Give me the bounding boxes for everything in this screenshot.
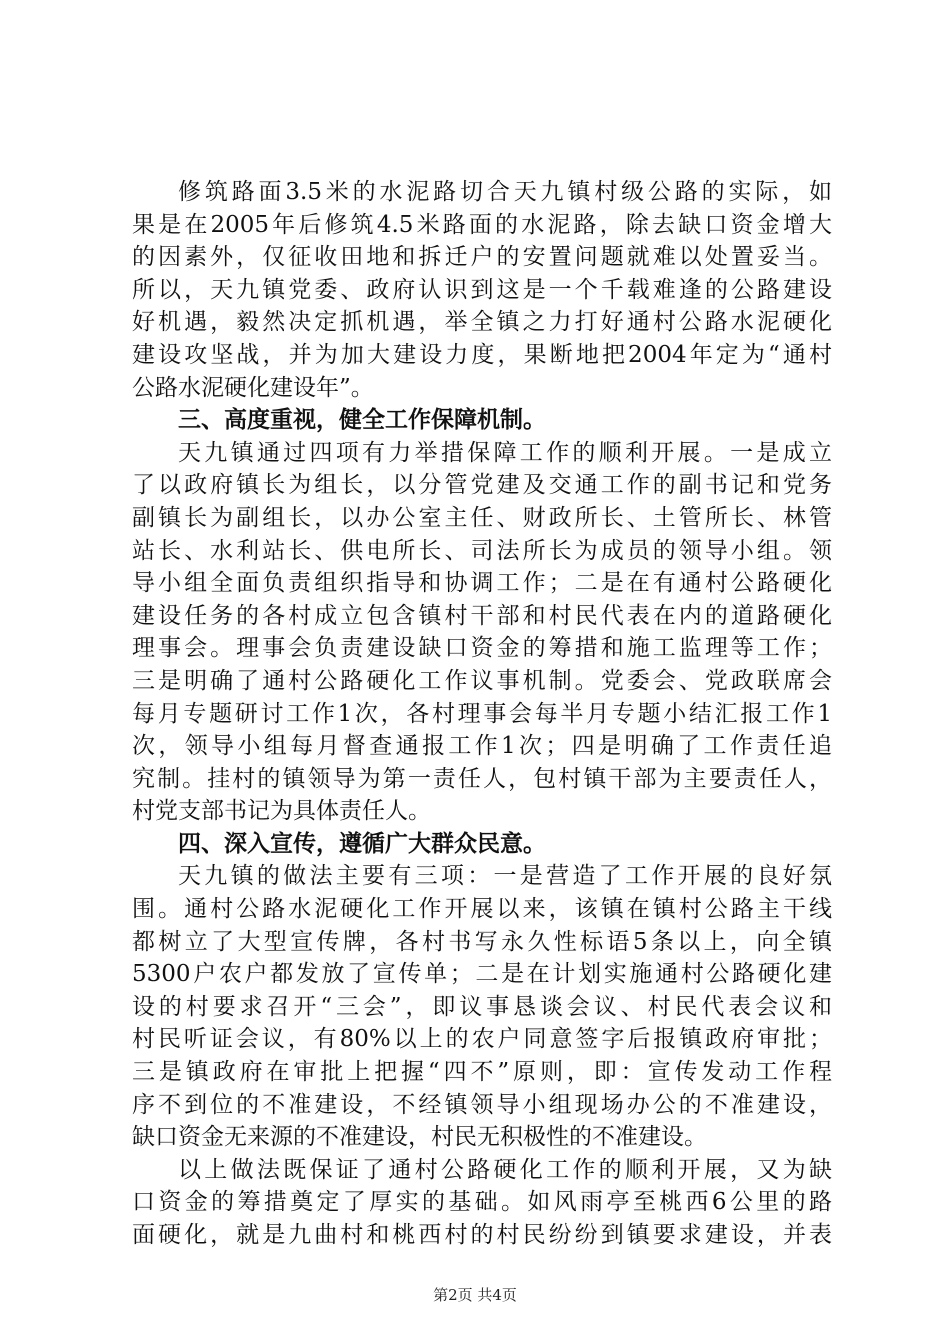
paragraph-line: 理事会。理事会负责建设缺口资金的筹措和施工监理等工作； bbox=[132, 635, 832, 662]
paragraph-line: 5300户农户都发放了宣传单；二是在计划实施通村公路硬化建 bbox=[132, 961, 832, 988]
heading-text: 四、深入宣传，遵循广大群众民意。 bbox=[178, 829, 546, 857]
paragraph-line: 了以政府镇长为组长，以分管党建及交通工作的副书记和党务 bbox=[132, 472, 832, 499]
paragraph-line: 缺口资金无来源的不准建设，村民无积极性的不准建设。 bbox=[132, 1124, 707, 1151]
document-body bbox=[132, 176, 832, 1252]
paragraph-line: 围。通村公路水泥硬化工作开展以来，该镇在镇村公路主干线 bbox=[132, 896, 832, 923]
paragraph-line: 修筑路面3.5米的水泥路切合天九镇村级公路的实际，如 bbox=[178, 179, 832, 205]
paragraph bbox=[132, 1154, 832, 1252]
paragraph-line: 建设任务的各村成立包含镇村干部和村民代表在内的道路硬化 bbox=[132, 602, 832, 629]
paragraph-line: 公路水泥硬化建设年”。 bbox=[132, 374, 374, 401]
paragraph-line: 果是在2005年后修筑4.5米路面的水泥路，除去缺口资金增大 bbox=[132, 211, 832, 238]
paragraph-line: 每月专题研讨工作1次，各村理事会每半月专题小结汇报工作1 bbox=[132, 700, 832, 727]
paragraph-line: 都树立了大型宣传牌，各村书写永久性标语5条以上，向全镇 bbox=[132, 928, 832, 955]
paragraph-line: 次，领导小组每月督查通报工作1次；四是明确了工作责任追 bbox=[132, 733, 832, 760]
paragraph-line: 三是明确了通村公路硬化工作议事机制。党委会、党政联席会 bbox=[132, 667, 832, 694]
page-footer: 第2页 共4页 bbox=[433, 1286, 517, 1304]
paragraph-line: 三是镇政府在审批上把握“四不”原则，即：宣传发动工作程 bbox=[132, 1059, 832, 1086]
paragraph-line: 以上做法既保证了通村公路硬化工作的顺利开展，又为缺 bbox=[178, 1156, 832, 1183]
paragraph-line: 天九镇的做法主要有三项：一是营造了工作开展的良好氛 bbox=[178, 863, 832, 890]
paragraph-line: 导小组全面负责组织指导和协调工作；二是在有通村公路硬化 bbox=[132, 570, 832, 597]
paragraph-line: 建设攻坚战，并为加大建设力度，果断地把2004年定为“通村 bbox=[132, 341, 832, 368]
paragraph-line: 天九镇通过四项有力举措保障工作的顺利开展。一是成立 bbox=[178, 439, 832, 466]
heading-text: 三、高度重视，健全工作保障机制。 bbox=[178, 406, 546, 434]
paragraph-line: 的因素外，仅征收田地和拆迁户的安置问题就难以处置妥当。 bbox=[132, 244, 832, 271]
paragraph-line: 副镇长为副组长，以办公室主任、财政所长、土管所长、林管 bbox=[132, 504, 832, 531]
paragraph bbox=[132, 176, 832, 404]
paragraph bbox=[132, 437, 832, 828]
paragraph-line: 村党支部书记为具体责任人。 bbox=[132, 798, 431, 825]
paragraph-line: 设的村要求召开“三会”，即议事恳谈会议、村民代表会议和 bbox=[132, 993, 832, 1020]
paragraph-line: 口资金的筹措奠定了厚实的基础。如风雨亭至桃西6公里的路 bbox=[132, 1189, 832, 1216]
paragraph-line: 村民听证会议，有80%以上的农户同意签字后报镇政府审批； bbox=[132, 1026, 832, 1053]
section-heading bbox=[132, 828, 832, 861]
paragraph-line: 好机遇，毅然决定抓机遇，举全镇之力打好通村公路水泥硬化 bbox=[132, 309, 832, 336]
section-heading bbox=[132, 404, 832, 437]
paragraph-line: 究制。挂村的镇领导为第一责任人，包村镇干部为主要责任人， bbox=[132, 765, 832, 792]
paragraph bbox=[132, 860, 832, 1153]
paragraph-line: 面硬化，就是九曲村和桃西村的村民纷纷到镇要求建设，并表 bbox=[132, 1222, 832, 1248]
paragraph-line: 站长、水利站长、供电所长、司法所长为成员的领导小组。领 bbox=[132, 537, 832, 564]
paragraph-line: 序不到位的不准建设，不经镇领导小组现场办公的不准建设， bbox=[132, 1091, 832, 1118]
paragraph-line: 所以，天九镇党委、政府认识到这是一个千载难逢的公路建设 bbox=[132, 276, 832, 303]
